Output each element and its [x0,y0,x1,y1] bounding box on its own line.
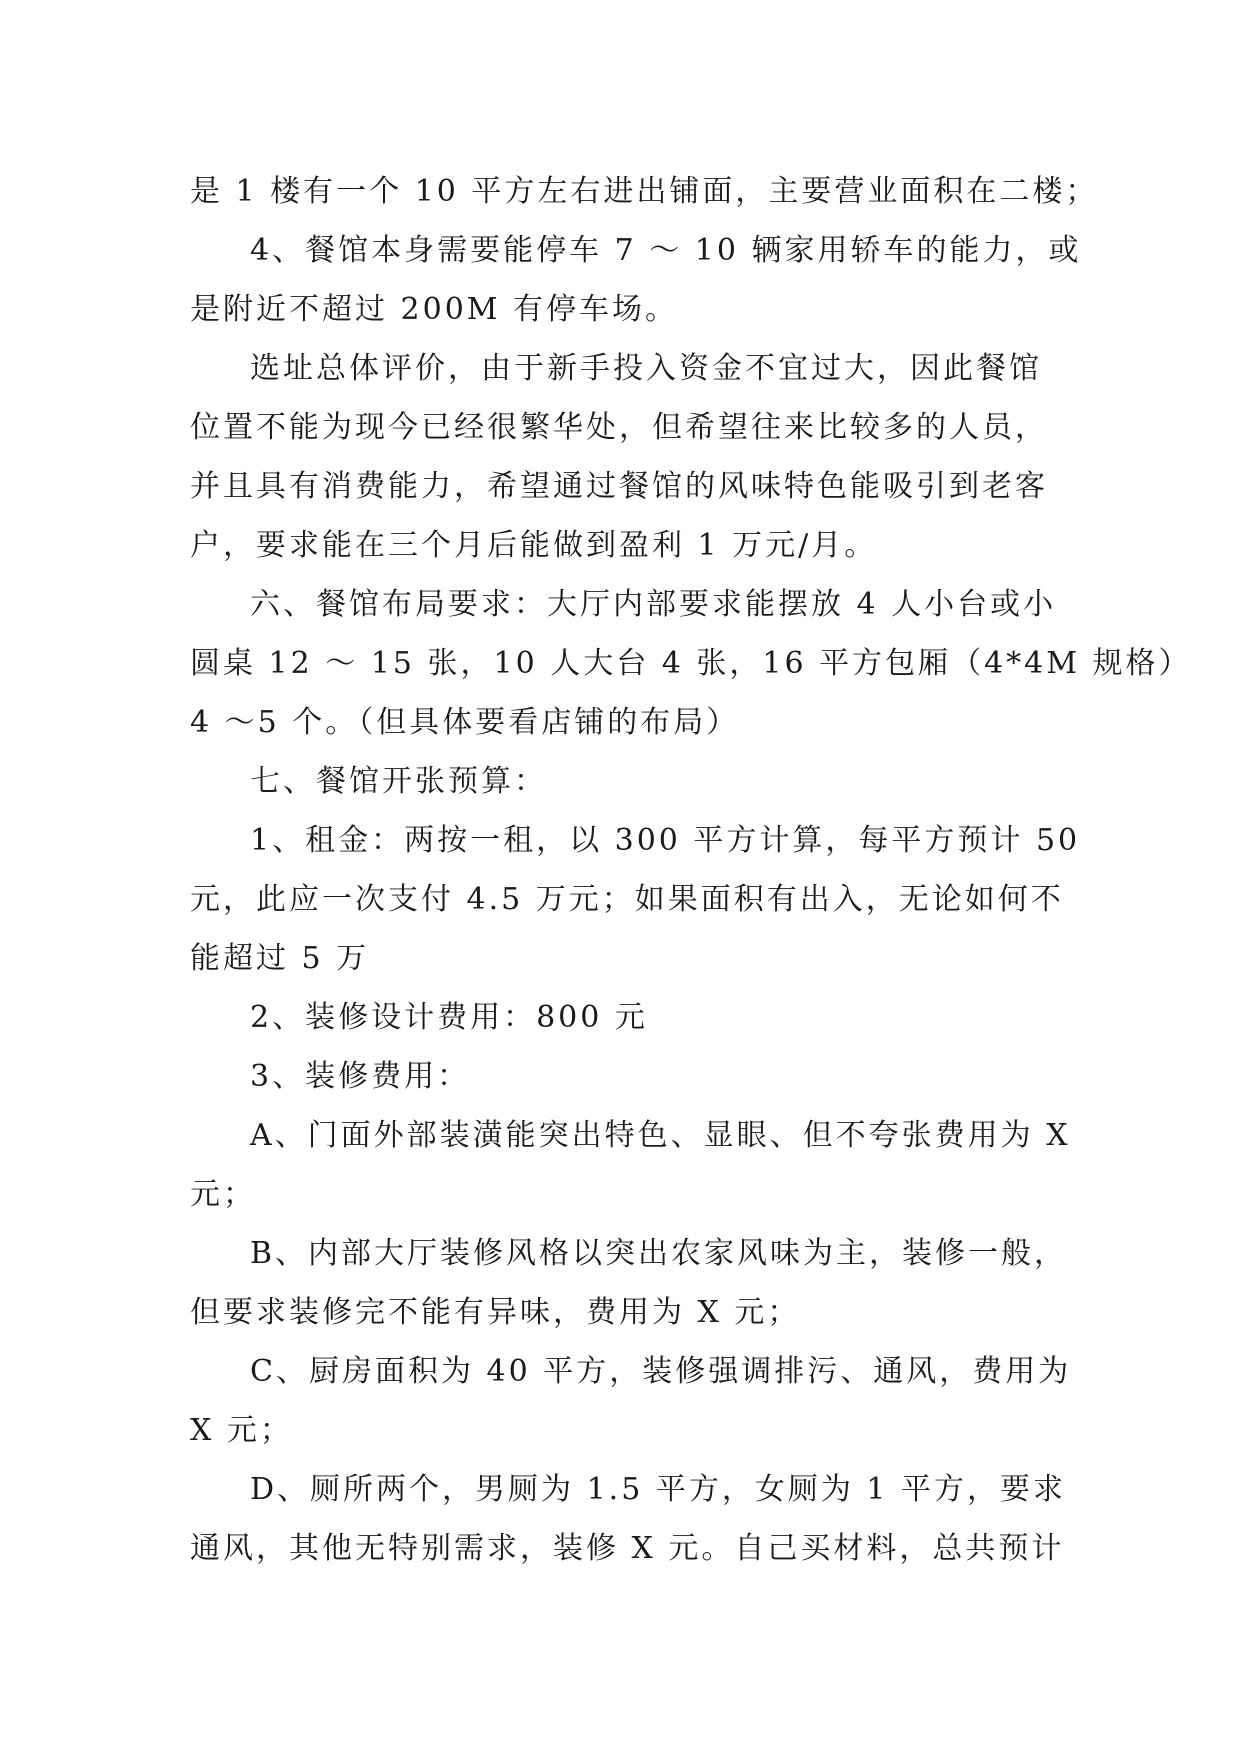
text-line: 六、餐馆布局要求：大厅内部要求能摆放 4 人小台或小 [250,587,1057,622]
text-line: 但要求装修完不能有异味，费用为 X 元； [190,1295,801,1330]
text-line: 4 ～5 个。（但具体要看店铺的布局） [190,705,740,740]
text-line: 通风，其他无特别需求，装修 X 元。自己买材料，总共预计 [190,1531,1065,1566]
text-line: 是 1 楼有一个 10 平方左右进出铺面，主要营业面积在二楼； [190,174,1099,209]
text-line: 元，此应一次支付 4.5 万元；如果面积有出入，无论如何不 [190,882,1064,917]
text-line: B、内部大厅装修风格以突出农家风味为主，装修一般， [250,1236,1068,1271]
text-line: 3、装修费用： [250,1059,471,1094]
text-line: X 元； [190,1413,293,1448]
text-line: 4、餐馆本身需要能停车 7 ～ 10 辆家用轿车的能力，或 [250,233,1082,268]
text-line: D、厕所两个，男厕为 1.5 平方，女厕为 1 平方，要求 [250,1472,1066,1507]
text-line: 能超过 5 万 [190,941,370,976]
text-line: 选址总体评价，由于新手投入资金不宜过大，因此餐馆 [250,351,1042,386]
document-body [190,162,1192,1578]
text-line: 并且具有消费能力，希望通过餐馆的风味特色能吸引到老客 [190,469,1048,504]
text-line: A、门面外部装潢能突出特色、显眼、但不夸张费用为 X [250,1118,1071,1153]
text-line: 户，要求能在三个月后能做到盈利 1 万元/月。 [190,528,878,563]
text-line: 圆桌 12 ～ 15 张，10 人大台 4 张，16 平方包厢（4*4M 规格） [190,646,1192,681]
section-heading: 七、餐馆开张预算： [250,764,547,799]
text-line: 1、租金：两按一租，以 300 平方计算，每平方预计 50 [250,823,1081,858]
text-line: 元； [190,1177,256,1212]
text-line: 2、装修设计费用：800 元 [250,1000,648,1035]
text-line: C、厨房面积为 40 平方，装修强调排污、通风，费用为 [250,1354,1072,1389]
text-line: 是附近不超过 200M 有停车场。 [190,292,679,327]
text-line: 位置不能为现今已经很繁华处，但希望往来比较多的人员， [190,410,1048,445]
